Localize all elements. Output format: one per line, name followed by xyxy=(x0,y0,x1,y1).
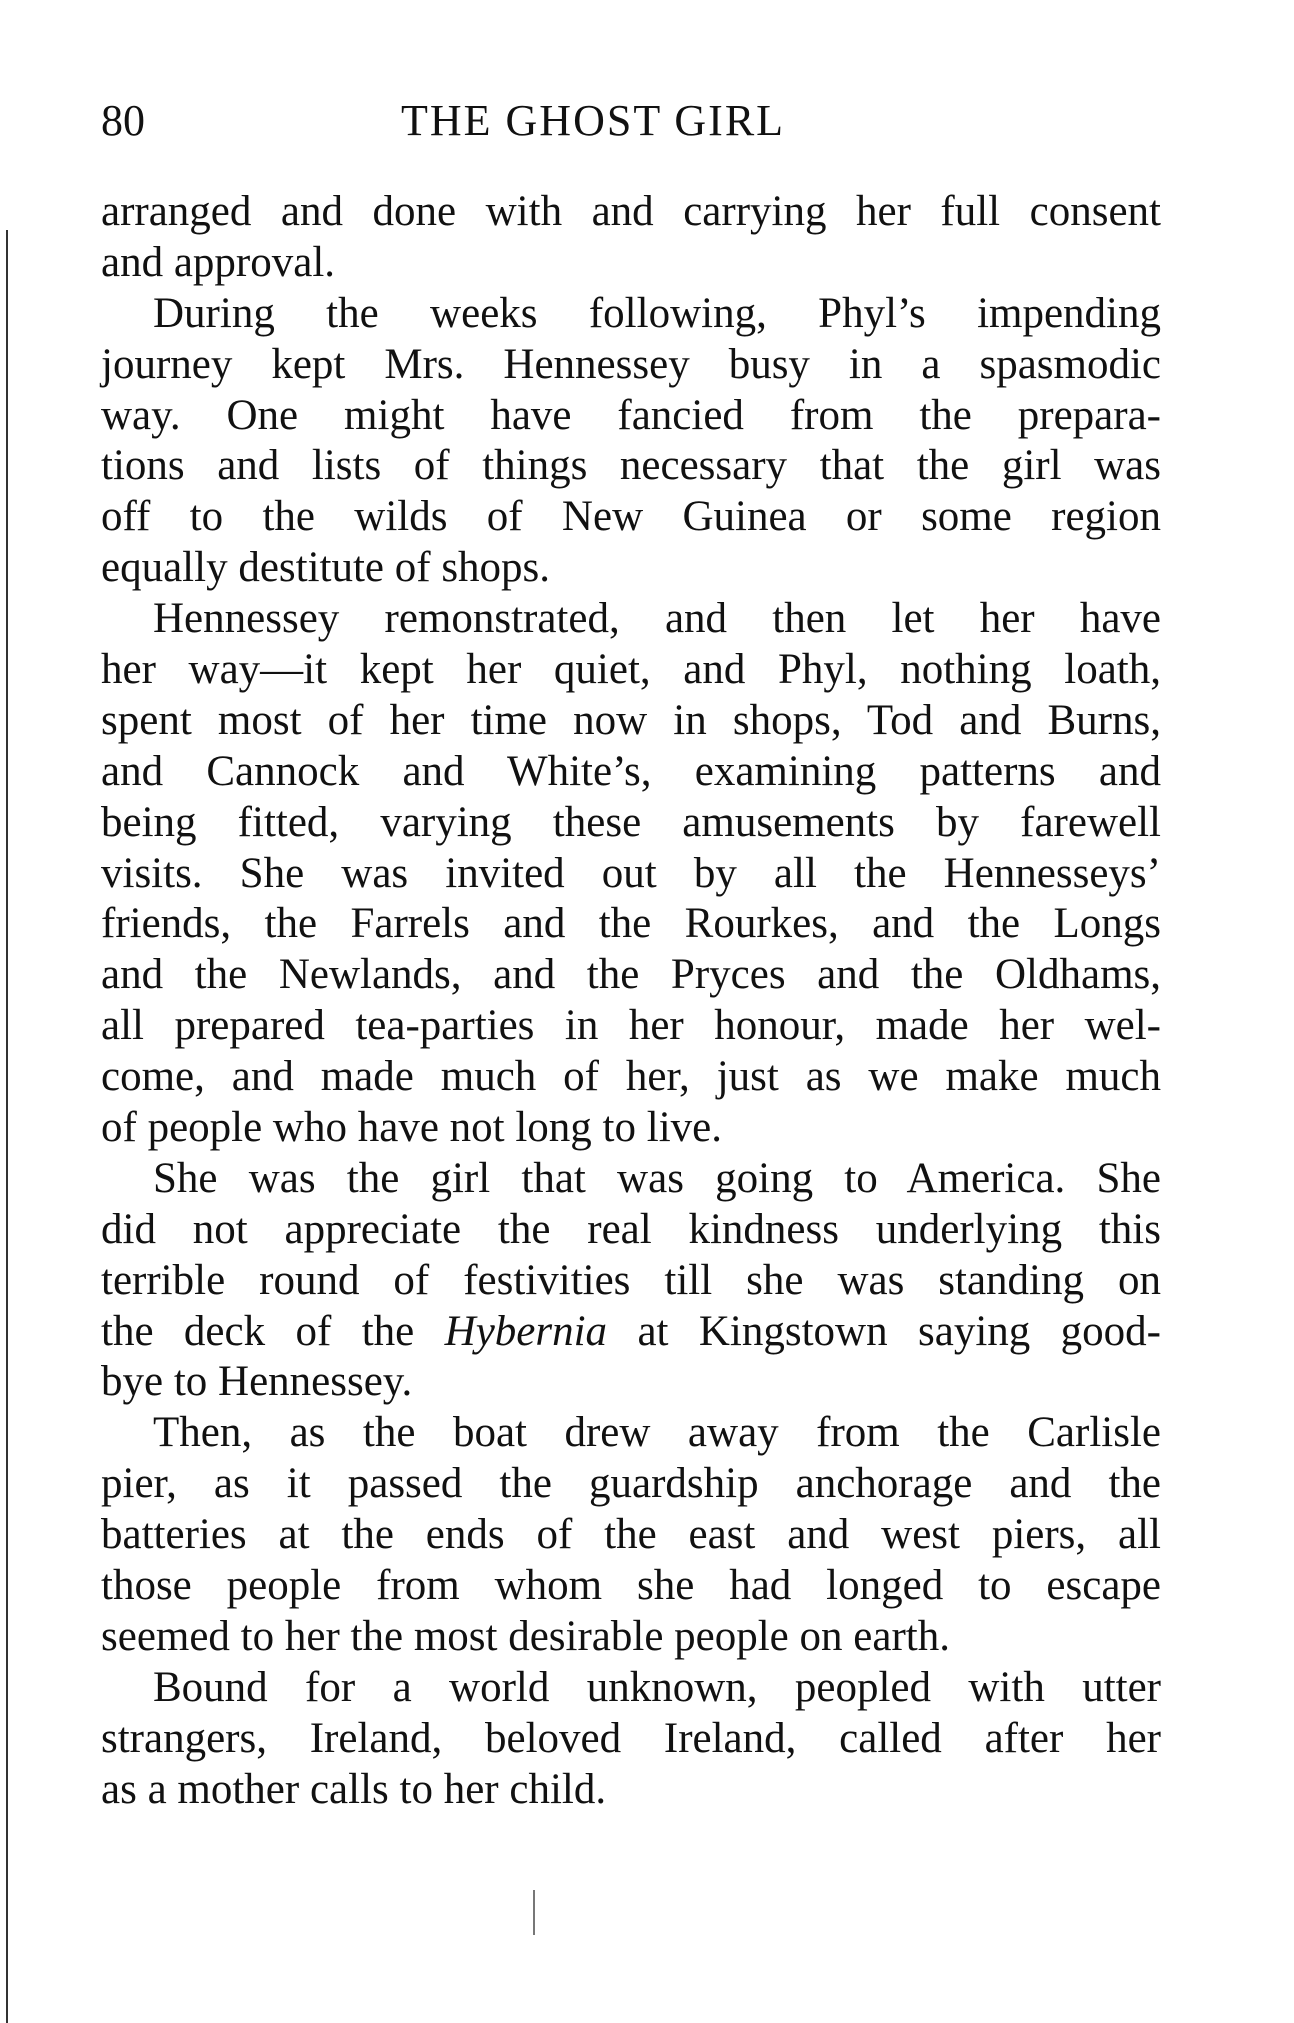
text-line: spent most of her time now in shops, Tod and Burns, xyxy=(101,696,1161,744)
text-line: as a mother calls to her child. xyxy=(101,1765,607,1813)
text-line: seemed to her the most desirable people on earth. xyxy=(101,1612,950,1660)
text-line: off to the wilds of New Guinea or some region xyxy=(101,493,1161,541)
text-line: batteries at the ends of the east and west piers, all xyxy=(101,1511,1161,1559)
text-line: come, and made much of her, just as we make much xyxy=(101,1053,1161,1101)
text-line: bye to Hennessey. xyxy=(101,1358,413,1406)
text-line: arranged and done with and carrying her full consent xyxy=(101,188,1161,235)
text-line: did not appreciate the real kindness underlying this xyxy=(101,1205,1161,1253)
running-title: THE GHOST GIRL xyxy=(401,96,786,145)
running-header xyxy=(101,95,1161,151)
text-line: strangers, Ireland, beloved Ireland, called after her xyxy=(101,1714,1161,1762)
page-number: 80 xyxy=(101,96,145,145)
text-line: way. One might have fancied from the prepara- xyxy=(101,391,1161,439)
text-line: Then, as the boat drew away from the Carlisle xyxy=(153,1409,1161,1457)
text-line: friends, the Farrels and the Rourkes, and the Longs xyxy=(101,900,1161,948)
text-line: equally destitute of shops. xyxy=(101,544,551,592)
text-line: tions and lists of things necessary that the girl was xyxy=(101,442,1161,490)
text-line: of people who have not long to live. xyxy=(101,1104,722,1152)
scan-artifact xyxy=(533,1890,535,1935)
text-line: pier, as it passed the guardship anchorage and the xyxy=(101,1460,1161,1508)
text-line: She was the girl that was going to America. She xyxy=(153,1154,1161,1202)
text-line: the deck of the Hybernia at Kingstown saying good- xyxy=(101,1307,1161,1355)
text-line: Hennessey remonstrated, and then let her have xyxy=(153,595,1161,643)
text-line: journey kept Mrs. Hennessey busy in a spasmodic xyxy=(101,340,1161,388)
text-line: and approval. xyxy=(101,238,336,286)
ship-name: Hybernia xyxy=(444,1307,608,1355)
scan-margin-line xyxy=(6,230,8,2023)
body-text xyxy=(101,187,1161,1816)
text-line: During the weeks following, Phyl’s impending xyxy=(153,289,1161,337)
text-line: visits. She was invited out by all the Hennesseys’ xyxy=(101,849,1161,897)
text-line: and Cannock and White’s, examining patterns and xyxy=(101,747,1161,795)
text-line: terrible round of festivities till she was standing on xyxy=(101,1256,1161,1304)
text-line: all prepared tea-parties in her honour, made her wel- xyxy=(101,1002,1161,1050)
text-line: those people from whom she had longed to escape xyxy=(101,1562,1161,1610)
text-line: Bound for a world unknown, peopled with utter xyxy=(153,1663,1161,1711)
text-line: being fitted, varying these amusements by farewell xyxy=(101,798,1161,846)
text-line: and the Newlands, and the Pryces and the Oldhams, xyxy=(101,951,1161,999)
text-line: her way—it kept her quiet, and Phyl, nothing loath, xyxy=(101,646,1161,694)
